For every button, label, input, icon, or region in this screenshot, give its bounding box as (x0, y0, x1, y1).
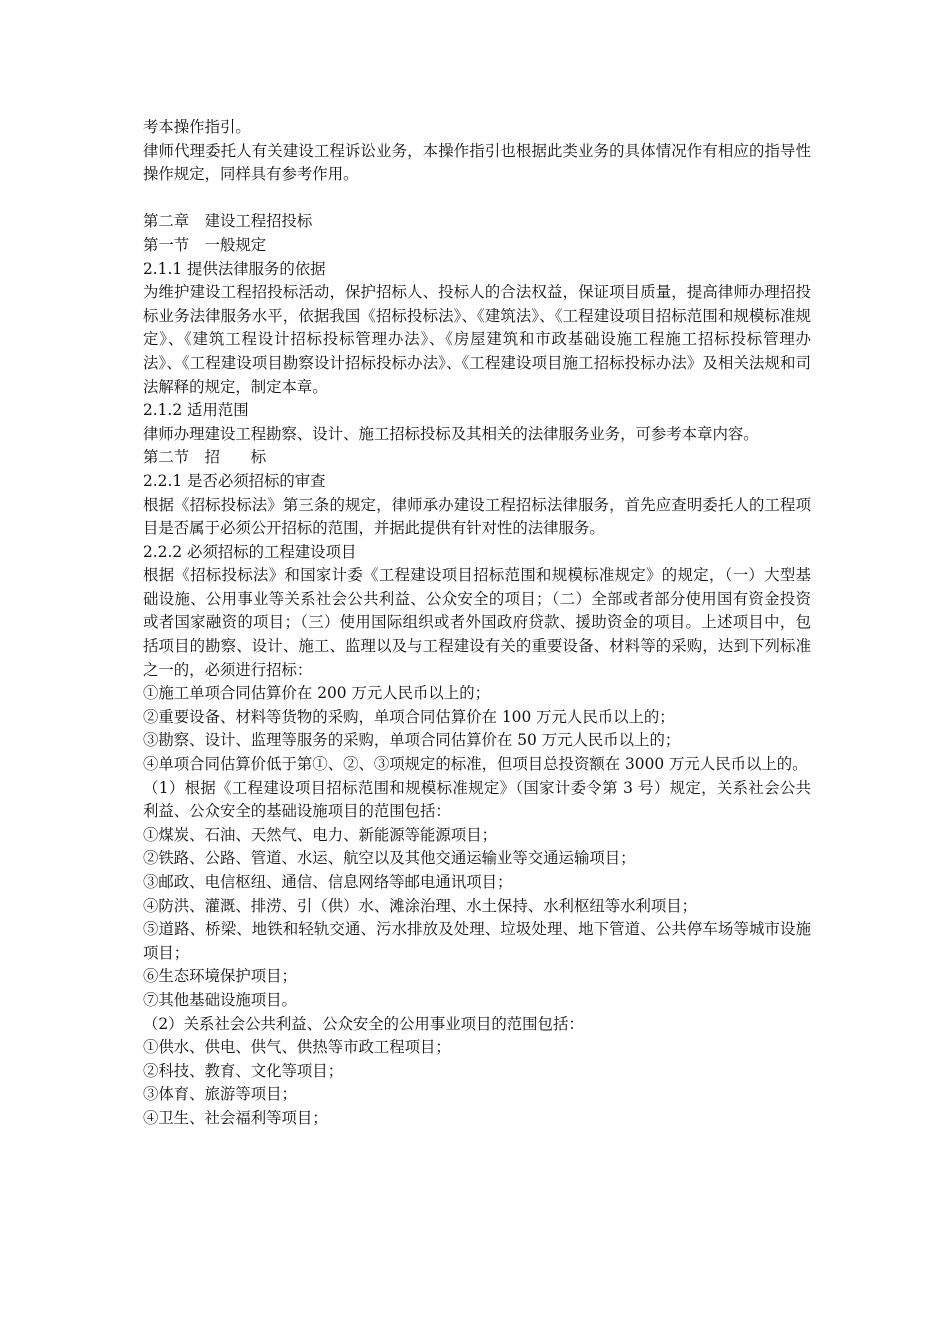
text-paragraph: （2）关系社会公共利益、公众安全的公用事业项目的范围包括： (143, 1014, 584, 1033)
text-paragraph: 为维护建设工程招投标活动，保护招标人、投标人的合法权益，保证项目质量，提高律师办理招投标业务法律服务水平，依据我国《招标投标法》、《建筑法》、《工程建设项目招标范围和规模标准规定》、《建筑工程设计招标投标管理办法》、《房屋建筑和市政基础设施工程施工招标投标管理办法》、《工程建设项目勘察设计招标投标办法》、《工程建设项目施工招标投标办法》及相关法规和司法解释的规定，制定本章。 (143, 283, 811, 396)
list-item: ④卫生、社会福利等项目； (143, 1108, 328, 1127)
subsection-heading: 2.2.2 必须招标的工程建设项目 (143, 542, 357, 561)
list-item: ①煤炭、石油、天然气、电力、新能源等能源项目； (143, 825, 497, 844)
list-item: ②重要设备、材料等货物的采购，单项合同估算价在 100 万元人民币以上的； (143, 707, 675, 726)
text-paragraph: （1）根据《工程建设项目招标范围和规模标准规定》（国家计委令第 3 号）规定，关系社会公共利益、公众安全的基础设施项目的范围包括： (143, 778, 811, 821)
list-item: ⑥生态环境保护项目； (143, 967, 297, 986)
blank-line (143, 187, 811, 211)
text-paragraph: 根据《招标投标法》第三条的规定，律师承办建设工程招标法律服务，首先应查明委托人的工程项目是否属于必须公开招标的范围，并据此提供有针对性的法律服务。 (143, 495, 811, 538)
list-item: ⑦其他基础设施项目。 (143, 990, 297, 1009)
list-item: ③邮政、电信枢纽、通信、信息网络等邮电通讯项目； (143, 873, 513, 891)
text-line: 考本操作指引。 (143, 118, 251, 136)
list-item: ④单项合同估算价低于第①、②、③项规定的标准，但项目总投资额在 3000 万元人民币以上的。 (143, 755, 808, 774)
document-body (143, 116, 811, 1131)
list-item: ②科技、教育、文化等项目； (143, 1061, 344, 1080)
subsection-heading: 2.1.2 适用范围 (143, 401, 249, 420)
text-paragraph: 律师代理委托人有关建设工程诉讼业务，本操作指引也根据此类业务的具体情况作有相应的指导性操作规定，同样具有参考作用。 (143, 141, 811, 184)
subsection-heading: 2.2.1 是否必须招标的审查 (143, 471, 326, 490)
list-item: ①施工单项合同估算价在 200 万元人民币以上的； (143, 684, 490, 703)
list-item: ⑤道路、桥梁、地铁和轻轨交通、污水排放及处理、垃圾处理、地下管道、公共停车场等城市设施项目； (143, 920, 811, 962)
text-paragraph: 律师办理建设工程勘察、设计、施工招标投标及其相关的法律服务业务，可参考本章内容。 (143, 424, 759, 443)
chapter-heading: 第二章 建设工程招投标 (143, 212, 313, 231)
list-item: ②铁路、公路、管道、水运、航空以及其他交通运输业等交通运输项目； (143, 849, 636, 868)
list-item: ③勘察、设计、监理等服务的采购，单项合同估算价在 50 万元人民币以上的； (143, 731, 681, 750)
list-item: ①供水、供电、供气、供热等市政工程项目； (143, 1038, 451, 1057)
text-paragraph: 根据《招标投标法》和国家计委《工程建设项目招标范围和规模标准规定》的规定，（一）大型基础设施、公用事业等关系社会公共利益、公众安全的项目；（二）全部或者部分使用国有资金投资或者国家融资的项目；（三）使用国际组织或者外国政府贷款、援助资金的项目。上述项目中，包括项目的勘察、设计、施工、监理以及与工程建设有关的重要设备、材料等的采购，达到下列标准之一的，必须进行招标： (143, 566, 811, 679)
section-heading: 第二节 招 标 (143, 448, 267, 467)
subsection-heading: 2.1.1 提供法律服务的依据 (143, 259, 326, 278)
list-item: ③体育、旅游等项目； (143, 1085, 297, 1104)
section-heading: 第一节 一般规定 (143, 235, 267, 254)
list-item: ④防洪、灌溉、排涝、引（供）水、滩涂治理、水土保持、水利枢纽等水利项目； (143, 896, 698, 915)
